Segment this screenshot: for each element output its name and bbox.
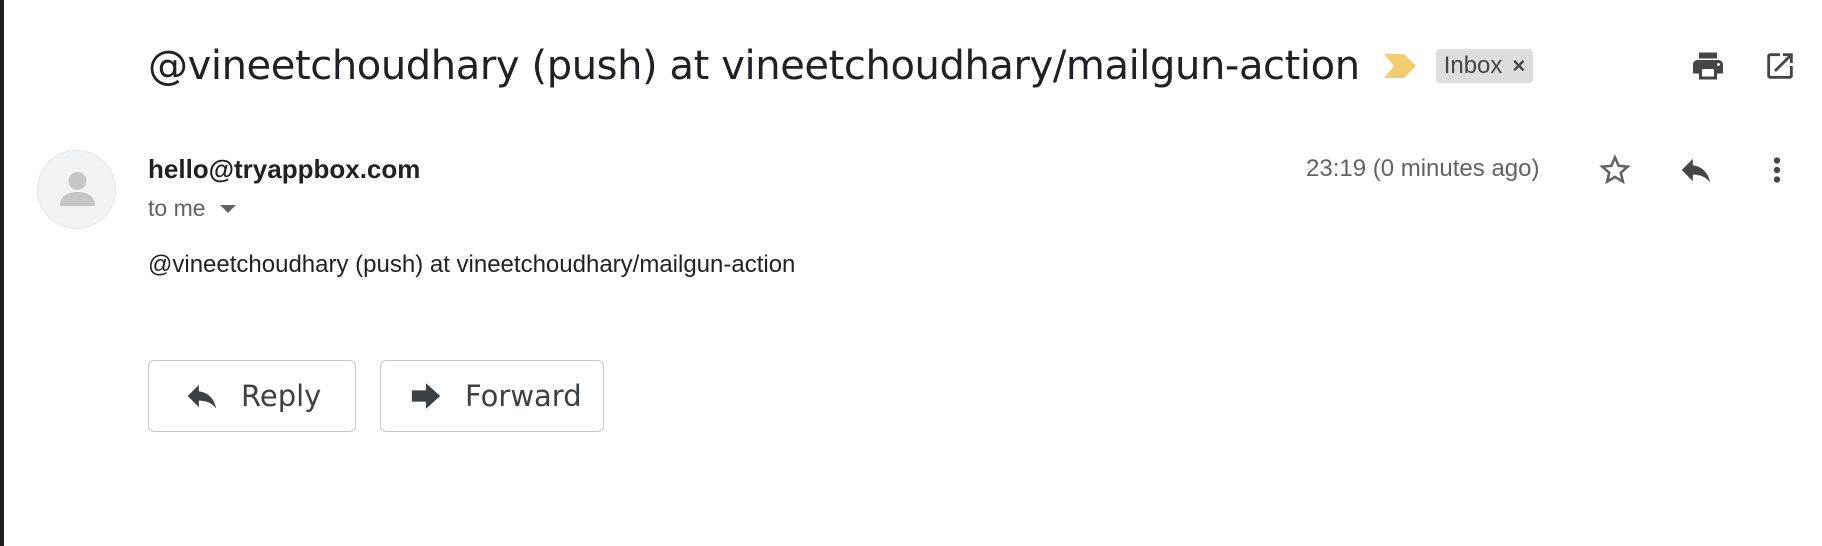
forward-icon [409, 379, 443, 413]
recipient-line [148, 195, 236, 222]
forward-button[interactable] [380, 360, 604, 432]
more-vertical-icon [1758, 151, 1796, 189]
message-body: @vineetchoudhary (push) at vineetchoudhary/mailgun-action [148, 251, 796, 278]
print-all-button[interactable] [1688, 46, 1728, 86]
sender-email[interactable]: hello@tryappbox.com [148, 154, 421, 184]
open-in-new-window-icon [1763, 49, 1797, 83]
default-person-icon [38, 151, 116, 229]
forward-button-label: Forward [465, 379, 582, 413]
sender-avatar [37, 150, 116, 229]
star-icon [1596, 151, 1634, 189]
reply-icon [1677, 151, 1715, 189]
remove-label-button[interactable]: × [1512, 53, 1526, 78]
reply-icon [183, 377, 221, 415]
reply-icon-button[interactable] [1676, 150, 1716, 190]
show-details-caret-icon[interactable] [220, 205, 236, 213]
subject-row [148, 36, 1533, 96]
reply-button-label: Reply [241, 379, 322, 413]
open-in-new-window-button[interactable] [1760, 46, 1800, 86]
inbox-label-chip [1436, 49, 1534, 83]
recipient-text: to me [148, 195, 206, 221]
message-timestamp: 23:19 (0 minutes ago) [1306, 155, 1540, 182]
more-options-button[interactable] [1757, 150, 1797, 190]
reply-button[interactable] [148, 360, 356, 432]
star-button[interactable] [1595, 150, 1635, 190]
print-icon [1690, 48, 1726, 84]
email-subject: @vineetchoudhary (push) at vineetchoudhary/mailgun-action [148, 43, 1360, 89]
window-left-edge [0, 0, 4, 546]
inbox-label-text: Inbox [1443, 52, 1503, 79]
importance-marker-icon[interactable] [1382, 51, 1418, 81]
